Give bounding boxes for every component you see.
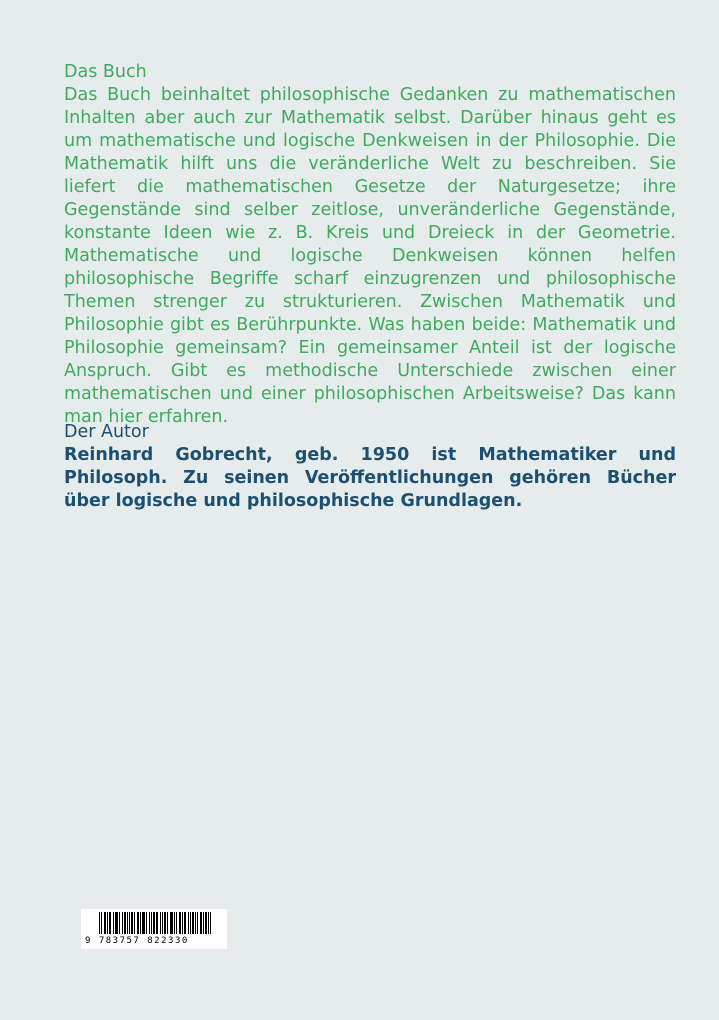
- barcode-bar: [208, 912, 209, 934]
- barcode-bar: [119, 912, 120, 934]
- barcode-bar: [195, 912, 196, 934]
- barcode-bar: [165, 912, 166, 934]
- barcode-bar: [144, 912, 145, 934]
- barcode-bar: [129, 912, 130, 934]
- barcode-bar: [201, 912, 202, 934]
- author-description: Reinhard Gobrecht, geb. 1950 ist Mathematiker und Philosoph. Zu seinen Veröffentlichungen gehören Bücher über logische und philosophische Grundlagen.: [64, 445, 676, 511]
- barcode-bar: [193, 912, 194, 934]
- barcode-bar: [131, 912, 132, 934]
- barcode-bar: [125, 912, 126, 934]
- barcode-bar: [162, 912, 163, 934]
- barcode-bar: [105, 912, 106, 934]
- barcode-bar: [164, 912, 165, 934]
- barcode-bar: [160, 912, 161, 934]
- barcode-bar: [190, 912, 191, 934]
- barcode-bar: [172, 912, 173, 934]
- barcode-bar: [99, 912, 100, 934]
- barcode-bar: [153, 912, 154, 934]
- barcode-bar: [167, 912, 168, 934]
- barcode-bar: [117, 912, 118, 934]
- barcode-bar: [174, 912, 175, 934]
- barcode-bar: [188, 912, 189, 934]
- book-description: Das Buch beinhaltet philosophische Gedanken zu mathematischen Inhalten aber auch zur Mathematik selbst. Darüber hinaus geht es um mathematische und logische Denkweisen in der Philosophie. Die Mathematik hilft uns die veränderliche Welt zu beschreiben. Sie liefert die mathematischen Gesetze der Naturgesetze; ihre Gegenstände sind selber zeitlose, unveränderliche Gegenstände, konstante Ideen wie z. B. Kreis und Dreieck in der Geometrie. Mathematische und logische Denkweisen können helfen philosophische Begriffe scharf einzugrenzen und philosophische Themen strenger zu strukturieren. Zwischen Mathematik und Philosophie gibt es Berührpunkte. Was haben beide: Mathematik und Philosophie gemeinsam? Ein gemeinsamer Anteil ist der logische Anspruch. Gibt es methodische Unterschiede zwischen einer mathematischen und einer philosophischen Arbeitsweise? Das kann man hier erfahren.: [64, 85, 676, 427]
- barcode-bar: [134, 912, 135, 934]
- barcode-bar: [132, 912, 133, 934]
- barcode-bar: [200, 912, 201, 934]
- barcode-bar: [203, 912, 204, 934]
- barcode-bar: [185, 912, 186, 934]
- barcode-bar: [146, 912, 147, 934]
- barcode-bar: [116, 912, 117, 934]
- barcode-digits: 9 783757 822330: [85, 936, 189, 946]
- barcode-bar: [205, 912, 206, 934]
- barcode-bar: [182, 912, 183, 934]
- barcode-bar: [192, 912, 193, 934]
- barcode-bar: [170, 912, 171, 934]
- book-section: [64, 61, 676, 429]
- barcode-bar: [156, 912, 157, 934]
- barcode-bar: [157, 912, 158, 934]
- barcode-bar: [176, 912, 177, 934]
- barcode-bar: [143, 912, 144, 934]
- barcode-bar: [109, 912, 110, 934]
- barcode-bar: [107, 912, 108, 934]
- barcode-bar: [180, 912, 181, 934]
- barcode-bar: [137, 912, 138, 934]
- barcode-bar: [179, 912, 180, 934]
- barcode-bar: [140, 912, 141, 934]
- barcode-bars: [99, 912, 211, 934]
- barcode-bar: [210, 912, 211, 934]
- author-section: [64, 421, 676, 513]
- author-heading: Der Autor: [64, 422, 149, 442]
- barcode-bar: [124, 912, 125, 934]
- barcode-bar: [110, 912, 111, 934]
- barcode-bar: [122, 912, 123, 934]
- barcode-bar: [142, 912, 143, 934]
- barcode-bar: [184, 912, 185, 934]
- book-heading: Das Buch: [64, 62, 147, 82]
- isbn-barcode: [81, 909, 227, 949]
- barcode-bar: [138, 912, 139, 934]
- barcode-bar: [101, 912, 102, 934]
- barcode-bar: [197, 912, 198, 934]
- barcode-bar: [154, 912, 155, 934]
- barcode-bar: [115, 912, 116, 934]
- barcode-bar: [151, 912, 152, 934]
- barcode-bar: [104, 912, 105, 934]
- barcode-bar: [171, 912, 172, 934]
- barcode-bar: [206, 912, 207, 934]
- barcode-bar: [113, 912, 114, 934]
- barcode-bar: [149, 912, 150, 934]
- barcode-bar: [127, 912, 128, 934]
